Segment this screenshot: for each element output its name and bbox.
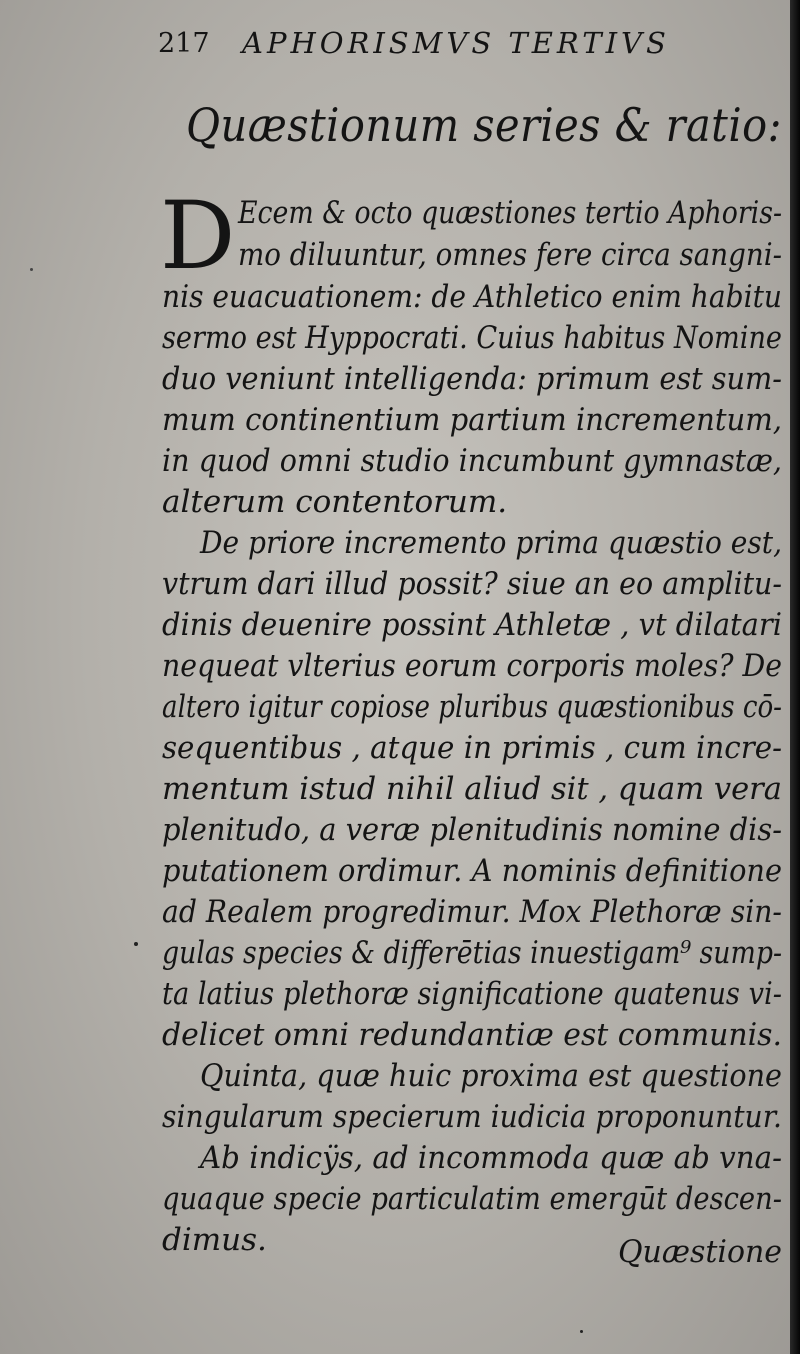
text-line: Quinta, quæ huic proxima est questione bbox=[200, 1058, 782, 1094]
text-line: plenitudo, a veræ plenitudinis nomine dis- bbox=[162, 812, 783, 848]
ink-speck bbox=[30, 268, 33, 271]
text-line: dimus. bbox=[162, 1222, 267, 1258]
running-head bbox=[158, 24, 718, 64]
text-line: sermo est Hyppocrati. Cuius habitus Nomine bbox=[162, 320, 782, 356]
text-line: Ab indicÿs, ad incommoda quæ ab vna- bbox=[200, 1140, 783, 1176]
text-line: delicet omni redundantiæ est communis. bbox=[162, 1017, 783, 1053]
text-line: mum continentium partium incrementum, bbox=[162, 402, 783, 438]
page-edge-shadow bbox=[790, 0, 800, 1354]
text-line: gulas species & differētias inuestigam⁹ sump- bbox=[162, 935, 782, 971]
text-line: altero igitur copiose pluribus quæstionibus cō- bbox=[162, 689, 783, 725]
text-line: ta latius plethoræ significatione quatenus vi- bbox=[162, 976, 782, 1012]
catchword: Quæstione bbox=[618, 1234, 782, 1270]
text-line: nis euacuationem: de Athletico enim habitu bbox=[162, 279, 782, 315]
text-line: alterum contentorum. bbox=[162, 484, 508, 520]
text-line: singularum specierum iudicia proponuntur. bbox=[162, 1099, 783, 1135]
text-line: quaque specie particulatim emergūt descen- bbox=[162, 1181, 783, 1217]
page-number: 217 bbox=[158, 28, 210, 59]
text-line: vtrum dari illud possit? siue an eo amplitu- bbox=[162, 566, 783, 602]
text-line: mentum istud nihil aliud sit , quam vera bbox=[162, 771, 782, 807]
text-line: in quod omni studio incumbunt gymnastæ, bbox=[162, 443, 783, 479]
ink-speck bbox=[580, 1330, 583, 1333]
text-line: Ecem & octo quæstiones tertio Aphoris- bbox=[238, 195, 782, 231]
text-line: ad Realem progredimur. Mox Plethoræ sin- bbox=[162, 894, 782, 930]
ink-speck bbox=[134, 942, 138, 946]
text-line: dinis deuenire possint Athletæ , vt dilatari bbox=[162, 607, 782, 643]
text-line: mo diluuntur, omnes fere circa sangni- bbox=[238, 237, 782, 273]
section-heading: Quæstionum series & ratio: bbox=[186, 98, 782, 152]
text-line: De priore incremento prima quæstio est, bbox=[200, 525, 783, 561]
text-line: nequeat vlterius eorum corporis moles? De bbox=[162, 648, 782, 684]
text-line: sequentibus , atque in primis , cum incre- bbox=[162, 730, 783, 766]
text-line: putationem ordimur. A nominis definitione bbox=[162, 853, 783, 889]
text-line: duo veniunt intelligenda: primum est sum- bbox=[162, 361, 782, 397]
drop-cap: D bbox=[160, 182, 236, 291]
running-head-title: APHORISMVS TERTIVS bbox=[242, 26, 670, 60]
